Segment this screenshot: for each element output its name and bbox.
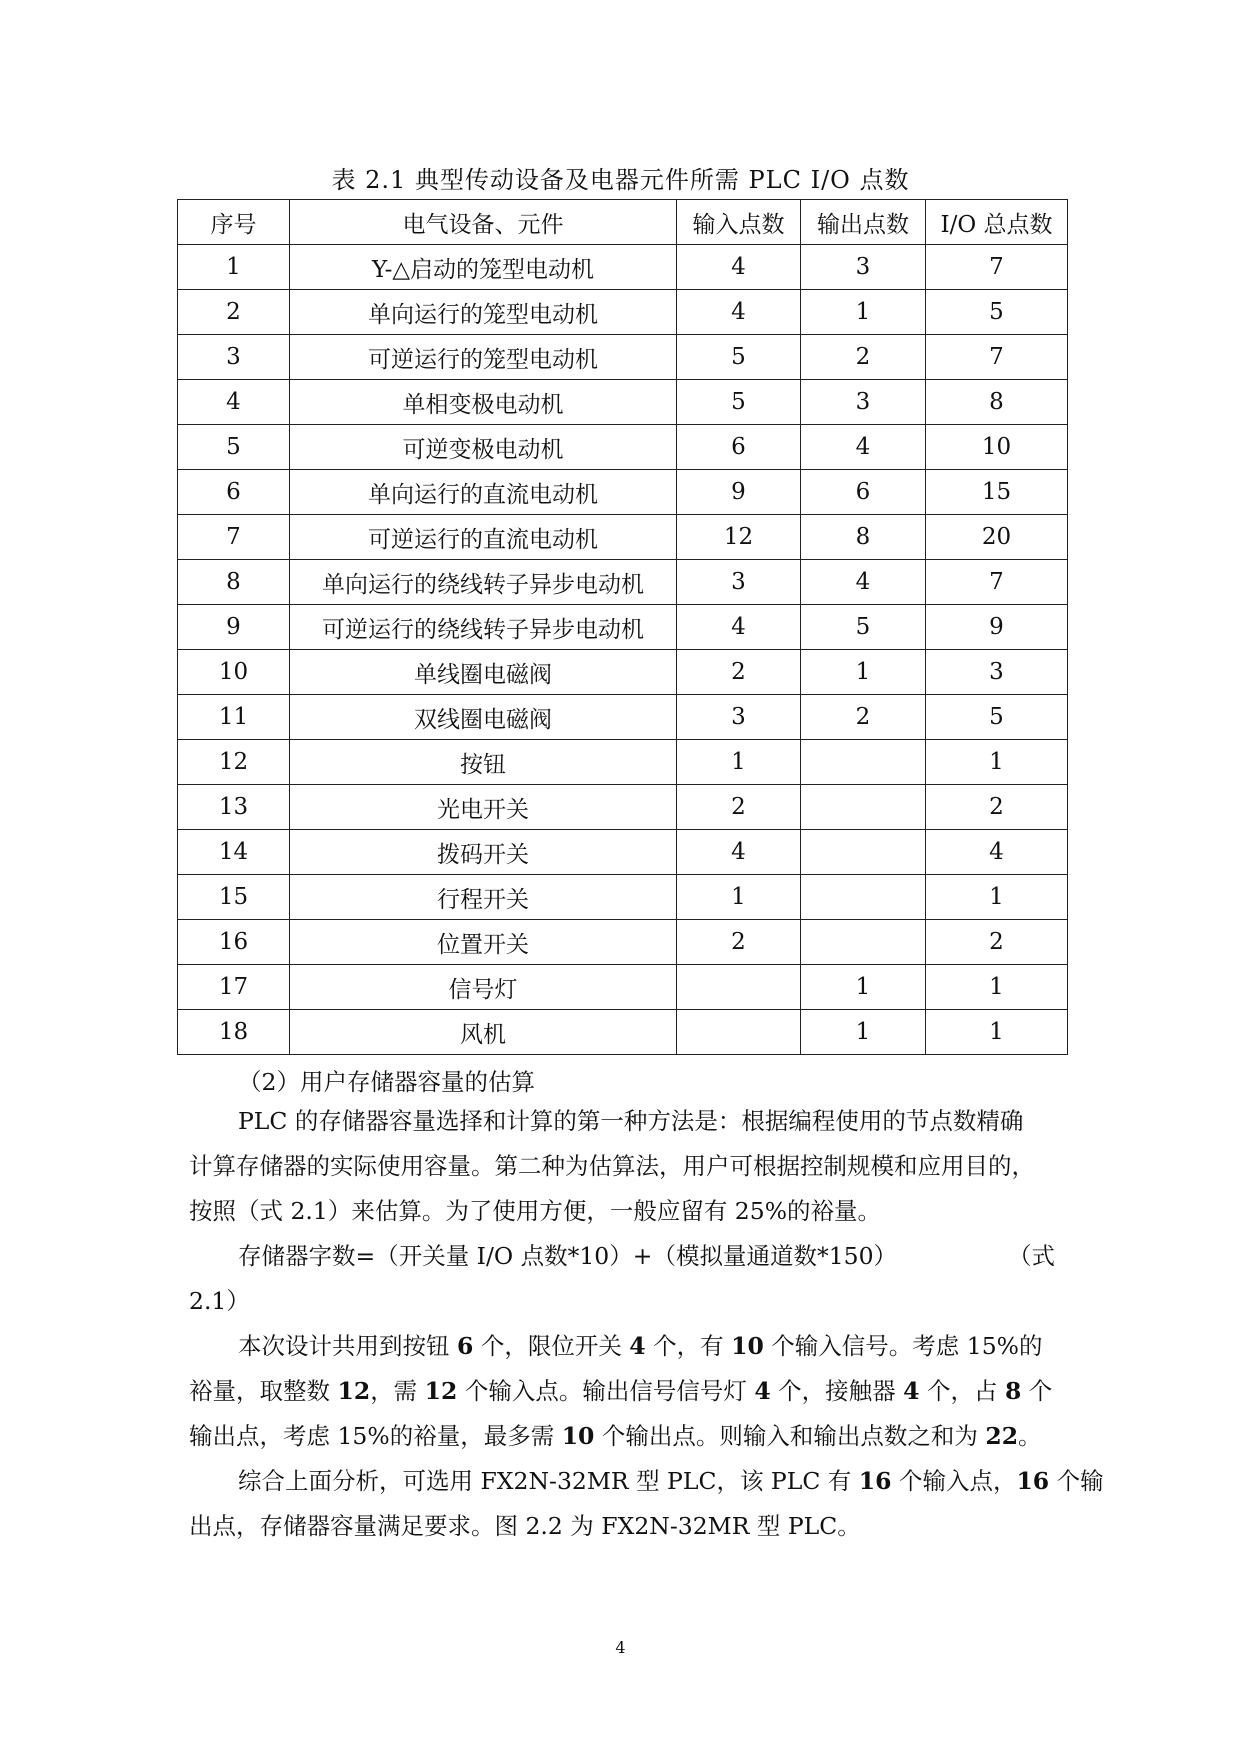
- cell-index: 6: [178, 470, 290, 515]
- cell-total: 4: [926, 830, 1068, 875]
- cell-index: 2: [178, 290, 290, 335]
- cell-total: 5: [926, 290, 1068, 335]
- table-row: [178, 740, 1068, 785]
- cell-outputs: 2: [801, 695, 926, 740]
- cell-index: 13: [178, 785, 290, 830]
- formula-label-end: 2.1）: [189, 1287, 250, 1315]
- header-total: I/O 总点数: [926, 200, 1068, 245]
- cell-device: 可逆运行的绕线转子异步电动机: [290, 605, 677, 650]
- cell-total: 1: [926, 965, 1068, 1010]
- cell-device: 单相变极电动机: [290, 380, 677, 425]
- table-row: [178, 560, 1068, 605]
- cell-inputs: 4: [677, 245, 801, 290]
- table-row: [178, 830, 1068, 875]
- cell-index: 11: [178, 695, 290, 740]
- cell-device: 拨码开关: [290, 830, 677, 875]
- cell-outputs: [801, 830, 926, 875]
- cell-outputs: 4: [801, 425, 926, 470]
- para3-line1: 综合上面分析，可选用 FX2N-32MR 型 PLC，该 PLC 有 16 个输入点，16 个输: [238, 1467, 1104, 1495]
- cell-outputs: [801, 740, 926, 785]
- para1-line3: 按照（式 2.1）来估算。为了使用方便，一般应留有 25%的裕量。: [189, 1197, 882, 1225]
- table-body: [178, 245, 1068, 1055]
- cell-total: 5: [926, 695, 1068, 740]
- cell-total: 2: [926, 920, 1068, 965]
- cell-total: 7: [926, 335, 1068, 380]
- cell-index: 16: [178, 920, 290, 965]
- cell-total: 10: [926, 425, 1068, 470]
- cell-index: 18: [178, 1010, 290, 1055]
- cell-device: 风机: [290, 1010, 677, 1055]
- cell-index: 4: [178, 380, 290, 425]
- cell-total: 7: [926, 245, 1068, 290]
- cell-device: 可逆运行的笼型电动机: [290, 335, 677, 380]
- cell-total: 15: [926, 470, 1068, 515]
- table-row: [178, 515, 1068, 560]
- cell-outputs: [801, 785, 926, 830]
- cell-index: 1: [178, 245, 290, 290]
- cell-total: 1: [926, 740, 1068, 785]
- cell-inputs: 1: [677, 875, 801, 920]
- table-row: [178, 1010, 1068, 1055]
- cell-inputs: 4: [677, 290, 801, 335]
- table-row: [178, 875, 1068, 920]
- header-inputs: 输入点数: [677, 200, 801, 245]
- cell-total: 20: [926, 515, 1068, 560]
- cell-inputs: 2: [677, 650, 801, 695]
- table-header-row: [178, 200, 1068, 245]
- cell-inputs: 12: [677, 515, 801, 560]
- cell-outputs: 1: [801, 290, 926, 335]
- cell-outputs: 1: [801, 1010, 926, 1055]
- cell-inputs: 5: [677, 380, 801, 425]
- formula-label-start: （式: [1008, 1242, 1055, 1270]
- body-text: [189, 1099, 1104, 1549]
- cell-inputs: 2: [677, 920, 801, 965]
- table-row: [178, 335, 1068, 380]
- cell-device: 光电开关: [290, 785, 677, 830]
- cell-index: 14: [178, 830, 290, 875]
- section-heading: （2）用户存储器容量的估算: [238, 1068, 535, 1096]
- cell-inputs: 5: [677, 335, 801, 380]
- para3-line2: 出点，存储器容量满足要求。图 2.2 为 FX2N-32MR 型 PLC。: [189, 1512, 861, 1540]
- table-row: [178, 605, 1068, 650]
- cell-index: 17: [178, 965, 290, 1010]
- cell-inputs: 9: [677, 470, 801, 515]
- cell-outputs: 8: [801, 515, 926, 560]
- cell-index: 7: [178, 515, 290, 560]
- table-row: [178, 785, 1068, 830]
- cell-device: 单线圈电磁阀: [290, 650, 677, 695]
- header-index: 序号: [178, 200, 290, 245]
- header-outputs: 输出点数: [801, 200, 926, 245]
- cell-device: 可逆变极电动机: [290, 425, 677, 470]
- cell-outputs: 4: [801, 560, 926, 605]
- cell-device: 可逆运行的直流电动机: [290, 515, 677, 560]
- formula-expression: 存储器字数=（开关量 I/O 点数*10）+（模拟量通道数*150）: [238, 1242, 898, 1270]
- cell-total: 7: [926, 560, 1068, 605]
- cell-inputs: 3: [677, 695, 801, 740]
- cell-index: 15: [178, 875, 290, 920]
- cell-index: 10: [178, 650, 290, 695]
- cell-device: 单向运行的直流电动机: [290, 470, 677, 515]
- cell-device: 行程开关: [290, 875, 677, 920]
- cell-inputs: 4: [677, 605, 801, 650]
- cell-outputs: [801, 875, 926, 920]
- cell-inputs: [677, 1010, 801, 1055]
- cell-inputs: 2: [677, 785, 801, 830]
- cell-index: 8: [178, 560, 290, 605]
- cell-index: 9: [178, 605, 290, 650]
- para1-line1: PLC 的存储器容量选择和计算的第一种方法是：根据编程使用的节点数精确: [238, 1107, 1024, 1135]
- table-row: [178, 695, 1068, 740]
- cell-total: 9: [926, 605, 1068, 650]
- cell-outputs: 1: [801, 965, 926, 1010]
- table-row: [178, 290, 1068, 335]
- cell-inputs: [677, 965, 801, 1010]
- para2-line2: 裕量，取整数 12，需 12 个输入点。输出信号信号灯 4 个，接触器 4 个，占 8 个: [189, 1377, 1053, 1405]
- table-row: [178, 470, 1068, 515]
- cell-device: 双线圈电磁阀: [290, 695, 677, 740]
- cell-index: 12: [178, 740, 290, 785]
- cell-inputs: 4: [677, 830, 801, 875]
- para2-line1: 本次设计共用到按钮 6 个，限位开关 4 个，有 10 个输入信号。考虑 15%的: [238, 1332, 1043, 1360]
- cell-outputs: 6: [801, 470, 926, 515]
- cell-total: 3: [926, 650, 1068, 695]
- cell-device: 信号灯: [290, 965, 677, 1010]
- table-caption: 表 2.1 典型传动设备及电器元件所需 PLC I/O 点数: [331, 166, 910, 194]
- cell-outputs: 5: [801, 605, 926, 650]
- table-row: [178, 245, 1068, 290]
- cell-outputs: 2: [801, 335, 926, 380]
- cell-device: 位置开关: [290, 920, 677, 965]
- table-row: [178, 425, 1068, 470]
- table-row: [178, 965, 1068, 1010]
- header-device: 电气设备、元件: [290, 200, 677, 245]
- cell-total: 2: [926, 785, 1068, 830]
- cell-total: 8: [926, 380, 1068, 425]
- cell-outputs: 3: [801, 380, 926, 425]
- cell-index: 3: [178, 335, 290, 380]
- cell-inputs: 3: [677, 560, 801, 605]
- para2-line3: 输出点，考虑 15%的裕量，最多需 10 个输出点。则输入和输出点数之和为 22。: [189, 1422, 1042, 1450]
- table-row: [178, 650, 1068, 695]
- formula-line: [189, 1234, 1055, 1279]
- cell-index: 5: [178, 425, 290, 470]
- cell-outputs: [801, 920, 926, 965]
- cell-outputs: 3: [801, 245, 926, 290]
- table-row: [178, 380, 1068, 425]
- cell-outputs: 1: [801, 650, 926, 695]
- para1-line2: 计算存储器的实际使用容量。第二种为估算法，用户可根据控制规模和应用目的，: [189, 1152, 1035, 1180]
- cell-device: Y-△启动的笼型电动机: [290, 245, 677, 290]
- table-row: [178, 920, 1068, 965]
- cell-total: 1: [926, 1010, 1068, 1055]
- cell-device: 按钮: [290, 740, 677, 785]
- cell-device: 单向运行的绕线转子异步电动机: [290, 560, 677, 605]
- io-points-table: [177, 199, 1068, 1055]
- page-number: 4: [615, 1638, 626, 1657]
- cell-total: 1: [926, 875, 1068, 920]
- cell-inputs: 1: [677, 740, 801, 785]
- cell-inputs: 6: [677, 425, 801, 470]
- cell-device: 单向运行的笼型电动机: [290, 290, 677, 335]
